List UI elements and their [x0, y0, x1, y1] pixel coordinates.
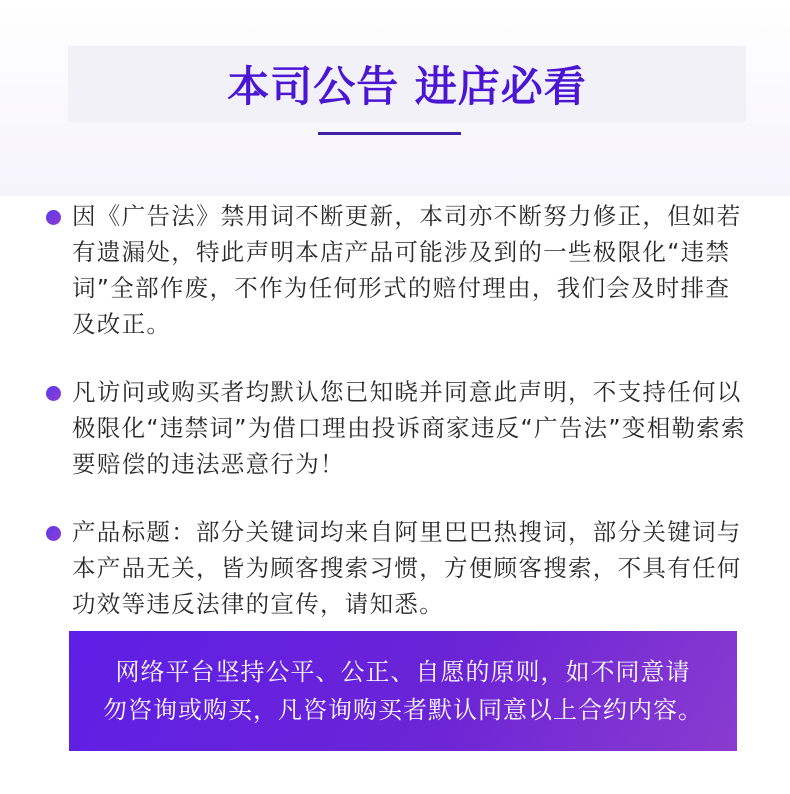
- bullet-dot-icon: [46, 210, 61, 225]
- announcement-text: 凡访问或购买者均默认您已知晓并同意此声明，不支持任何以极限化“违禁词”为借口理由投诉商家违反“广告法”变相勒索索要赔偿的违法恶意行为！: [72, 378, 746, 478]
- announcement-list: [46, 198, 746, 654]
- bullet-dot-icon: [46, 386, 61, 401]
- title-banner: [68, 46, 746, 122]
- notice-line-2: 勿咨询或购买，凡咨询购买者默认同意以上合约内容。: [103, 696, 703, 724]
- announcement-item: [46, 374, 746, 482]
- page-title: 本司公告 进店必看: [227, 62, 587, 111]
- title-underline: [318, 132, 461, 135]
- announcement-item: [46, 198, 746, 342]
- bullet-dot-icon: [46, 526, 61, 541]
- announcement-item: [46, 514, 746, 622]
- notice-line-1: 网络平台坚持公平、公正、自愿的原则，如不同意请: [115, 658, 691, 686]
- notice-banner: [69, 631, 737, 751]
- announcement-text: 因《广告法》禁用词不断更新，本司亦不断努力修正，但如若有遗漏处，特此声明本店产品可能涉及到的一些极限化“违禁词”全部作废，不作为任何形式的赔付理由，我们会及时排查及改正。: [72, 202, 742, 338]
- announcement-text: 产品标题：部分关键词均来自阿里巴巴热搜词，部分关键词与本产品无关，皆为顾客搜索习惯，方便顾客搜索，不具有任何功效等违反法律的宣传，请知悉。: [72, 518, 742, 618]
